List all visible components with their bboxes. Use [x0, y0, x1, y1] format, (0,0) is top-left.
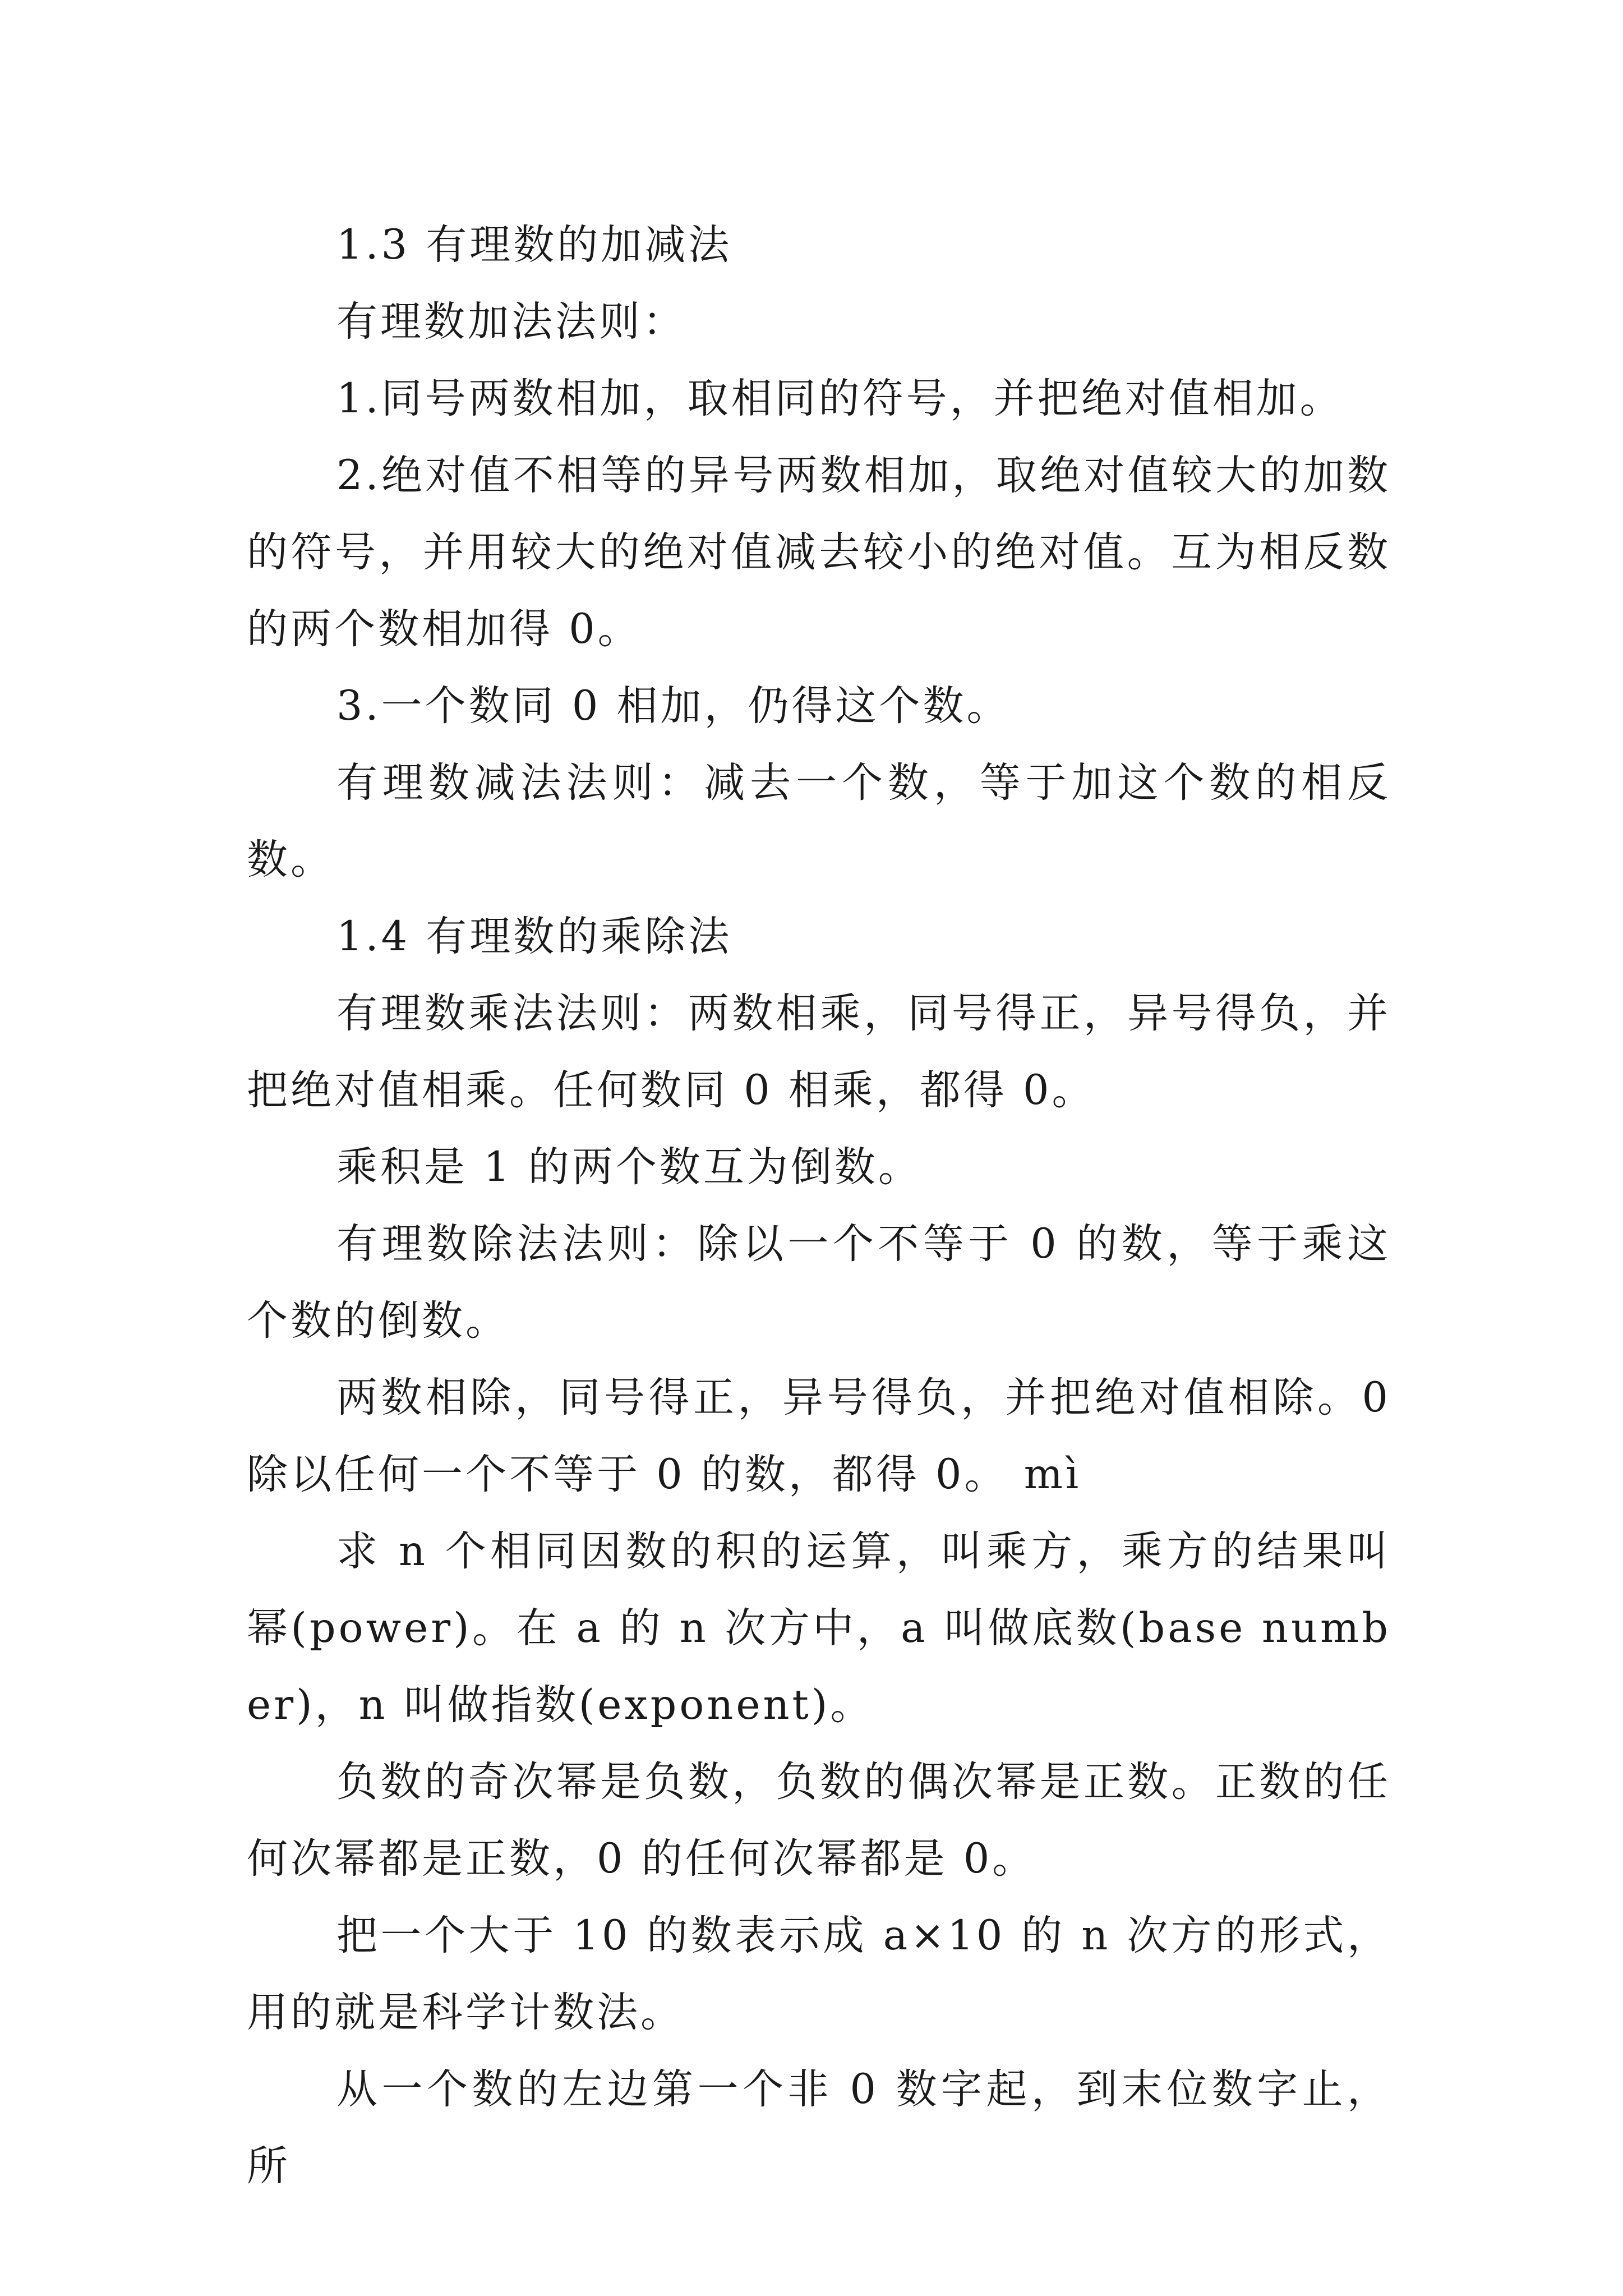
subtraction-rule: 有理数减法法则：减去一个数，等于加这个数的相反数。 [247, 759, 1391, 884]
significant-figures: 从一个数的左边第一个非 0 数字起，到末位数字止，所 [247, 2065, 1391, 2190]
power-definition: 求 n 个相同因数的积的运算，叫乘方，乘方的结果叫幂(power)。在 a 的 n 次方中，a 叫做底数(base number)，n 叫做指数(exponent)。 [247, 1527, 1391, 1729]
scientific-notation: 把一个大于 10 的数表示成 a×10 的 n 次方的形式，用的就是科学计数法。 [247, 1912, 1391, 2036]
document-body [247, 206, 1391, 2205]
addition-rule-2: 2.绝对值不相等的异号两数相加，取绝对值较大的加数的符号，并用较大的绝对值减去较小的绝对值。互为相反数的两个数相加得 0。 [247, 452, 1391, 653]
division-rule: 有理数除法法则：除以一个不等于 0 的数，等于乘这个数的倒数。 [247, 1220, 1391, 1345]
reciprocal-definition: 乘积是 1 的两个数互为倒数。 [336, 1143, 922, 1191]
addition-rule-3: 3.一个数同 0 相加，仍得这个数。 [336, 682, 1011, 730]
division-sign-rule: 两数相除，同号得正，异号得负，并把绝对值相除。0 除以任何一个不等于 0 的数，都得 0。 mì [247, 1374, 1391, 1498]
section-heading-1-3: 1.3 有理数的加减法 [336, 221, 732, 269]
multiplication-rule: 有理数乘法法则：两数相乘，同号得正，异号得负，并把绝对值相乘。任何数同 0 相乘，都得 0。 [247, 990, 1391, 1114]
section-heading-1-4: 1.4 有理数的乘除法 [336, 913, 732, 960]
addition-rule-1: 1.同号两数相加，取相同的符号，并把绝对值相加。 [336, 375, 1344, 422]
addition-rule-heading: 有理数加法法则： [336, 298, 686, 346]
power-sign-rule: 负数的奇次幂是负数，负数的偶次幂是正数。正数的任何次幂都是正数，0 的任何次幂都是 0。 [247, 1758, 1391, 1883]
